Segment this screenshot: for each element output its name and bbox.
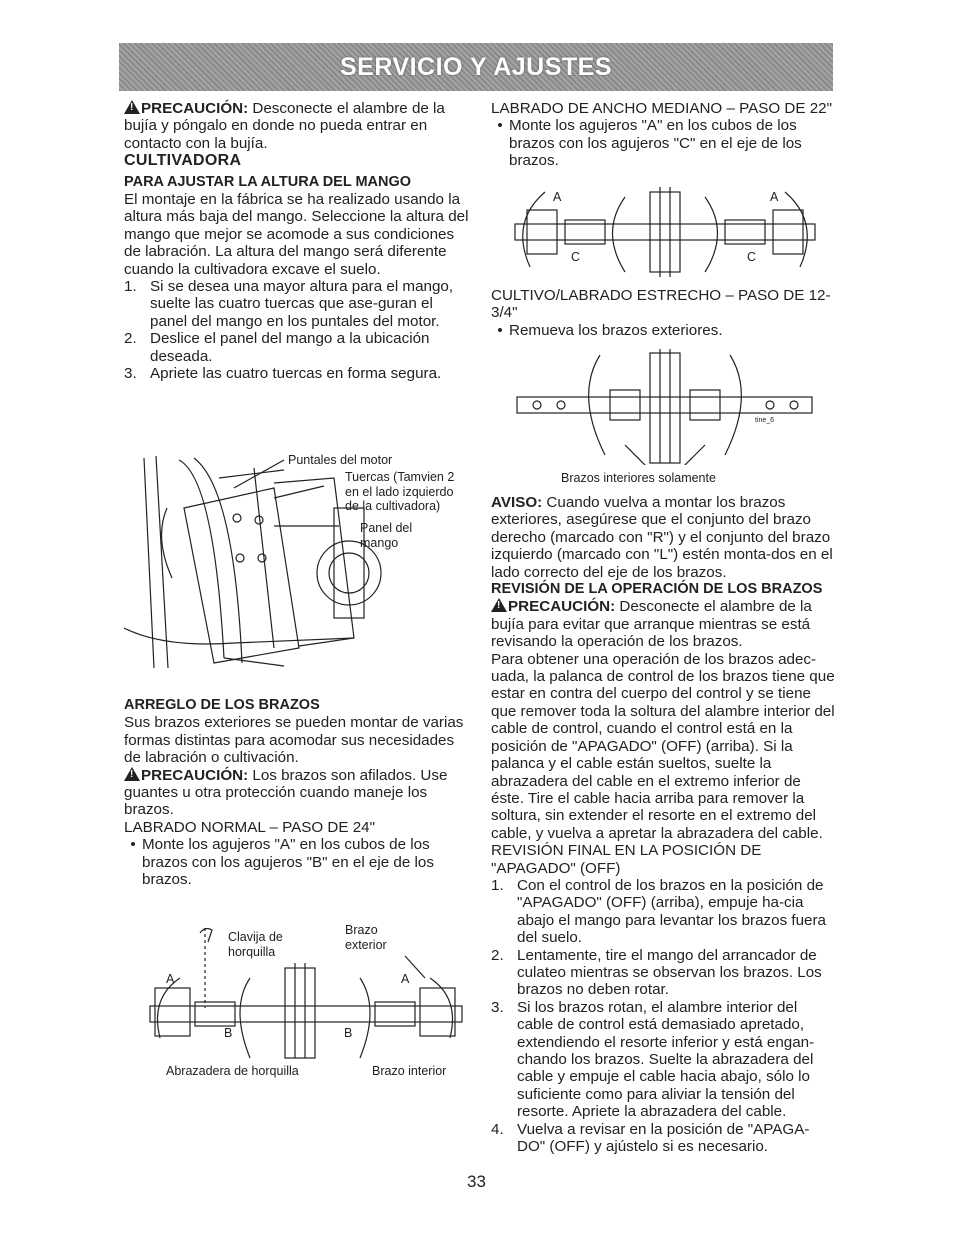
caution-paragraph-2: !PRECAUCIÓN: Los brazos son afilados. Use guantes u otra protección cuando maneje los brazos.	[124, 767, 470, 819]
label-hole-c-right: C	[747, 250, 757, 264]
list-item: 1. Con el control de los brazos en la posición de "APAGADO" (OFF) (arriba), empuje ha-cia abajo el mango para levantar los brazos fuera del suelo.	[491, 876, 827, 947]
tines-normal-drawing	[140, 918, 470, 1083]
list-item: 2. Deslice el panel del mango a la ubicación deseada.	[124, 330, 430, 365]
right-column	[491, 100, 836, 170]
tines-medium-illustration	[505, 182, 825, 282]
label-outer-tine: Brazo exterior	[345, 923, 387, 952]
left-column	[124, 100, 470, 383]
label-hole-a-left: A	[166, 972, 175, 986]
final-check-heading: REVISIÓN FINAL EN LA POSICIÓN DE "APAGADO" (OFF)	[491, 842, 762, 877]
section-banner	[119, 43, 833, 91]
tines-inner-drawing	[505, 345, 825, 465]
section-heading-cultivadora: CULTIVADORA	[124, 152, 242, 170]
subheading-tine-check: REVISIÓN DE LA OPERACIÓN DE LOS BRAZOS	[491, 581, 823, 598]
page-number: 33	[467, 1172, 486, 1191]
label-hole-b-right: B	[344, 1026, 353, 1040]
tines-normal-illustration	[140, 918, 470, 1083]
subheading-handle-height: PARA AJUSTAR LA ALTURA DEL MANGO	[124, 173, 412, 190]
list-item: 3. Apriete las cuatro tuercas en forma segura.	[124, 365, 442, 383]
warning-triangle-icon	[491, 598, 507, 612]
figure-tag: tine_6	[755, 417, 775, 424]
label-hairpin-pin: Clavija de horquilla	[228, 930, 283, 959]
list-item: 3. Si los brazos rotan, el alambre interior del cable de control está demasiado apretado, extendiendo el resorte inferior y está engan-chando los brazos. Suelte la abrazadera del cable y empuje el cable hacia abajo, sólo lo suficiente como para aliviar la tensión del resorte. Apriete la abrazadera del cable.	[491, 998, 815, 1121]
caution-paragraph-1	[124, 100, 470, 152]
subheading-tine-arrangement: ARREGLO DE LOS BRAZOS	[124, 697, 320, 713]
label-handle-panel: Panel del mango	[360, 521, 413, 550]
label-hole-c-left: C	[571, 250, 581, 264]
medium-tilling-heading: LABRADO DE ANCHO MEDIANO – PASO DE 22"	[491, 100, 833, 117]
warning-triangle-icon	[124, 767, 140, 781]
right-column-narrow	[491, 287, 836, 339]
list-item: 1. Si se desea una mayor altura para el mango, suelte las cuatro tuercas que ase-guran el panel del mango en los puntales del motor.	[124, 278, 454, 330]
notice-paragraph: AVISO: Cuando vuelva a montar los brazos exteriores, asegúrese que el conjunto del brazo derecho (marcado con "R") y el conjunto del brazo izquierdo (marcado con "L") estén monta-dos en el lado correcto del eje de los brazos.	[491, 494, 833, 581]
narrow-tilling-bullet: • Remueva los brazos exteriores.	[497, 321, 723, 339]
normal-tilling-heading: LABRADO NORMAL – PASO DE 24"	[124, 818, 376, 836]
label-hairpin-clip: Abrazadera de horquilla	[166, 1064, 299, 1078]
notice-label: AVISO:	[491, 494, 543, 511]
label-inner-tine: Brazo interior	[372, 1064, 447, 1078]
label-hole-b-left: B	[224, 1026, 233, 1040]
label-hole-a-right: A	[770, 190, 779, 204]
list-item: 2. Lentamente, tire el mango del arrancador de culateo mientras se observan los brazos. Los brazos no deben rotar.	[491, 946, 822, 999]
label-nuts: Tuercas (Tamvien 2 en el lado izquierdo de la cultivadora)	[345, 470, 455, 513]
label-hole-a-left: A	[553, 190, 562, 204]
normal-tilling-bullet: • Monte los agujeros "A" en los cubos de los brazos con los agujeros "B" en el eje de los brazos.	[130, 836, 434, 889]
caution-label: PRECAUCIÓN:	[141, 100, 249, 117]
right-column-lower	[491, 494, 836, 1155]
tines-paragraph: Sus brazos exteriores se pueden montar de varias formas distintas para acomodar sus necesidades de labración o cultivación.	[124, 714, 464, 767]
caution-paragraph-3: !PRECAUCIÓN: Desconecte el alambre de la bujía para evitar que arranque mientras se está revisando la operación de los brazos.	[491, 598, 836, 650]
label-hole-a-right: A	[401, 972, 410, 986]
caption-inner-tines-only: Brazos interiores solamente	[561, 471, 716, 485]
tines-inner-only-illustration	[505, 345, 825, 487]
warning-triangle-icon	[124, 100, 140, 114]
medium-tilling-bullet: • Monte los agujeros "A" en los cubos de los brazos con los agujeros "C" en el eje de los brazos.	[497, 117, 802, 170]
narrow-tilling-heading: CULTIVO/LABRADO ESTRECHO – PASO DE 12-3/4"	[491, 287, 831, 322]
caution-text: Desconecte el alambre de la bujía y póngalo en donde no pueda entrar en contacto con la bujía.	[124, 100, 445, 152]
final-check-steps-list	[491, 877, 836, 1156]
banner-title: SERVICIO Y AJUSTES	[339, 52, 613, 81]
check-paragraph: Para obtener una operación de los brazos adec-uada, la palanca de control de los brazos tiene que estar en contra del cuerpo del control y se tiene que remover toda la soltura del alambre interior del cable de control, cuando el control está en la posición de "APAGADO" (OFF) (arriba). Si la palanca y el cable están sueltos, suelte la abrazadera del cable en el extremo inferior de éste. Tire el cable hacia arriba para remover la soltura, sin extender el resorte en el extremo del cable, y vuelva a apretar la abrazadera del cable.	[491, 650, 835, 842]
handle-paragraph: El montaje en la fábrica se ha realizado usando la altura más baja del mango. Seleccione la altura del mango que mejor se acomode a sus condiciones de labración. La altura del mango será diferente cuando la cultivadora excave el suelo.	[124, 191, 469, 278]
left-column-lower	[124, 697, 470, 888]
label-engine-struts: Puntales del motor	[288, 453, 393, 467]
list-item: 4. Vuelva a revisar en la posición de "APAGA-DO" (OFF) y ajústelo si es necesario.	[491, 1120, 810, 1156]
handle-panel-illustration	[124, 448, 474, 670]
handle-steps-list	[124, 278, 470, 382]
